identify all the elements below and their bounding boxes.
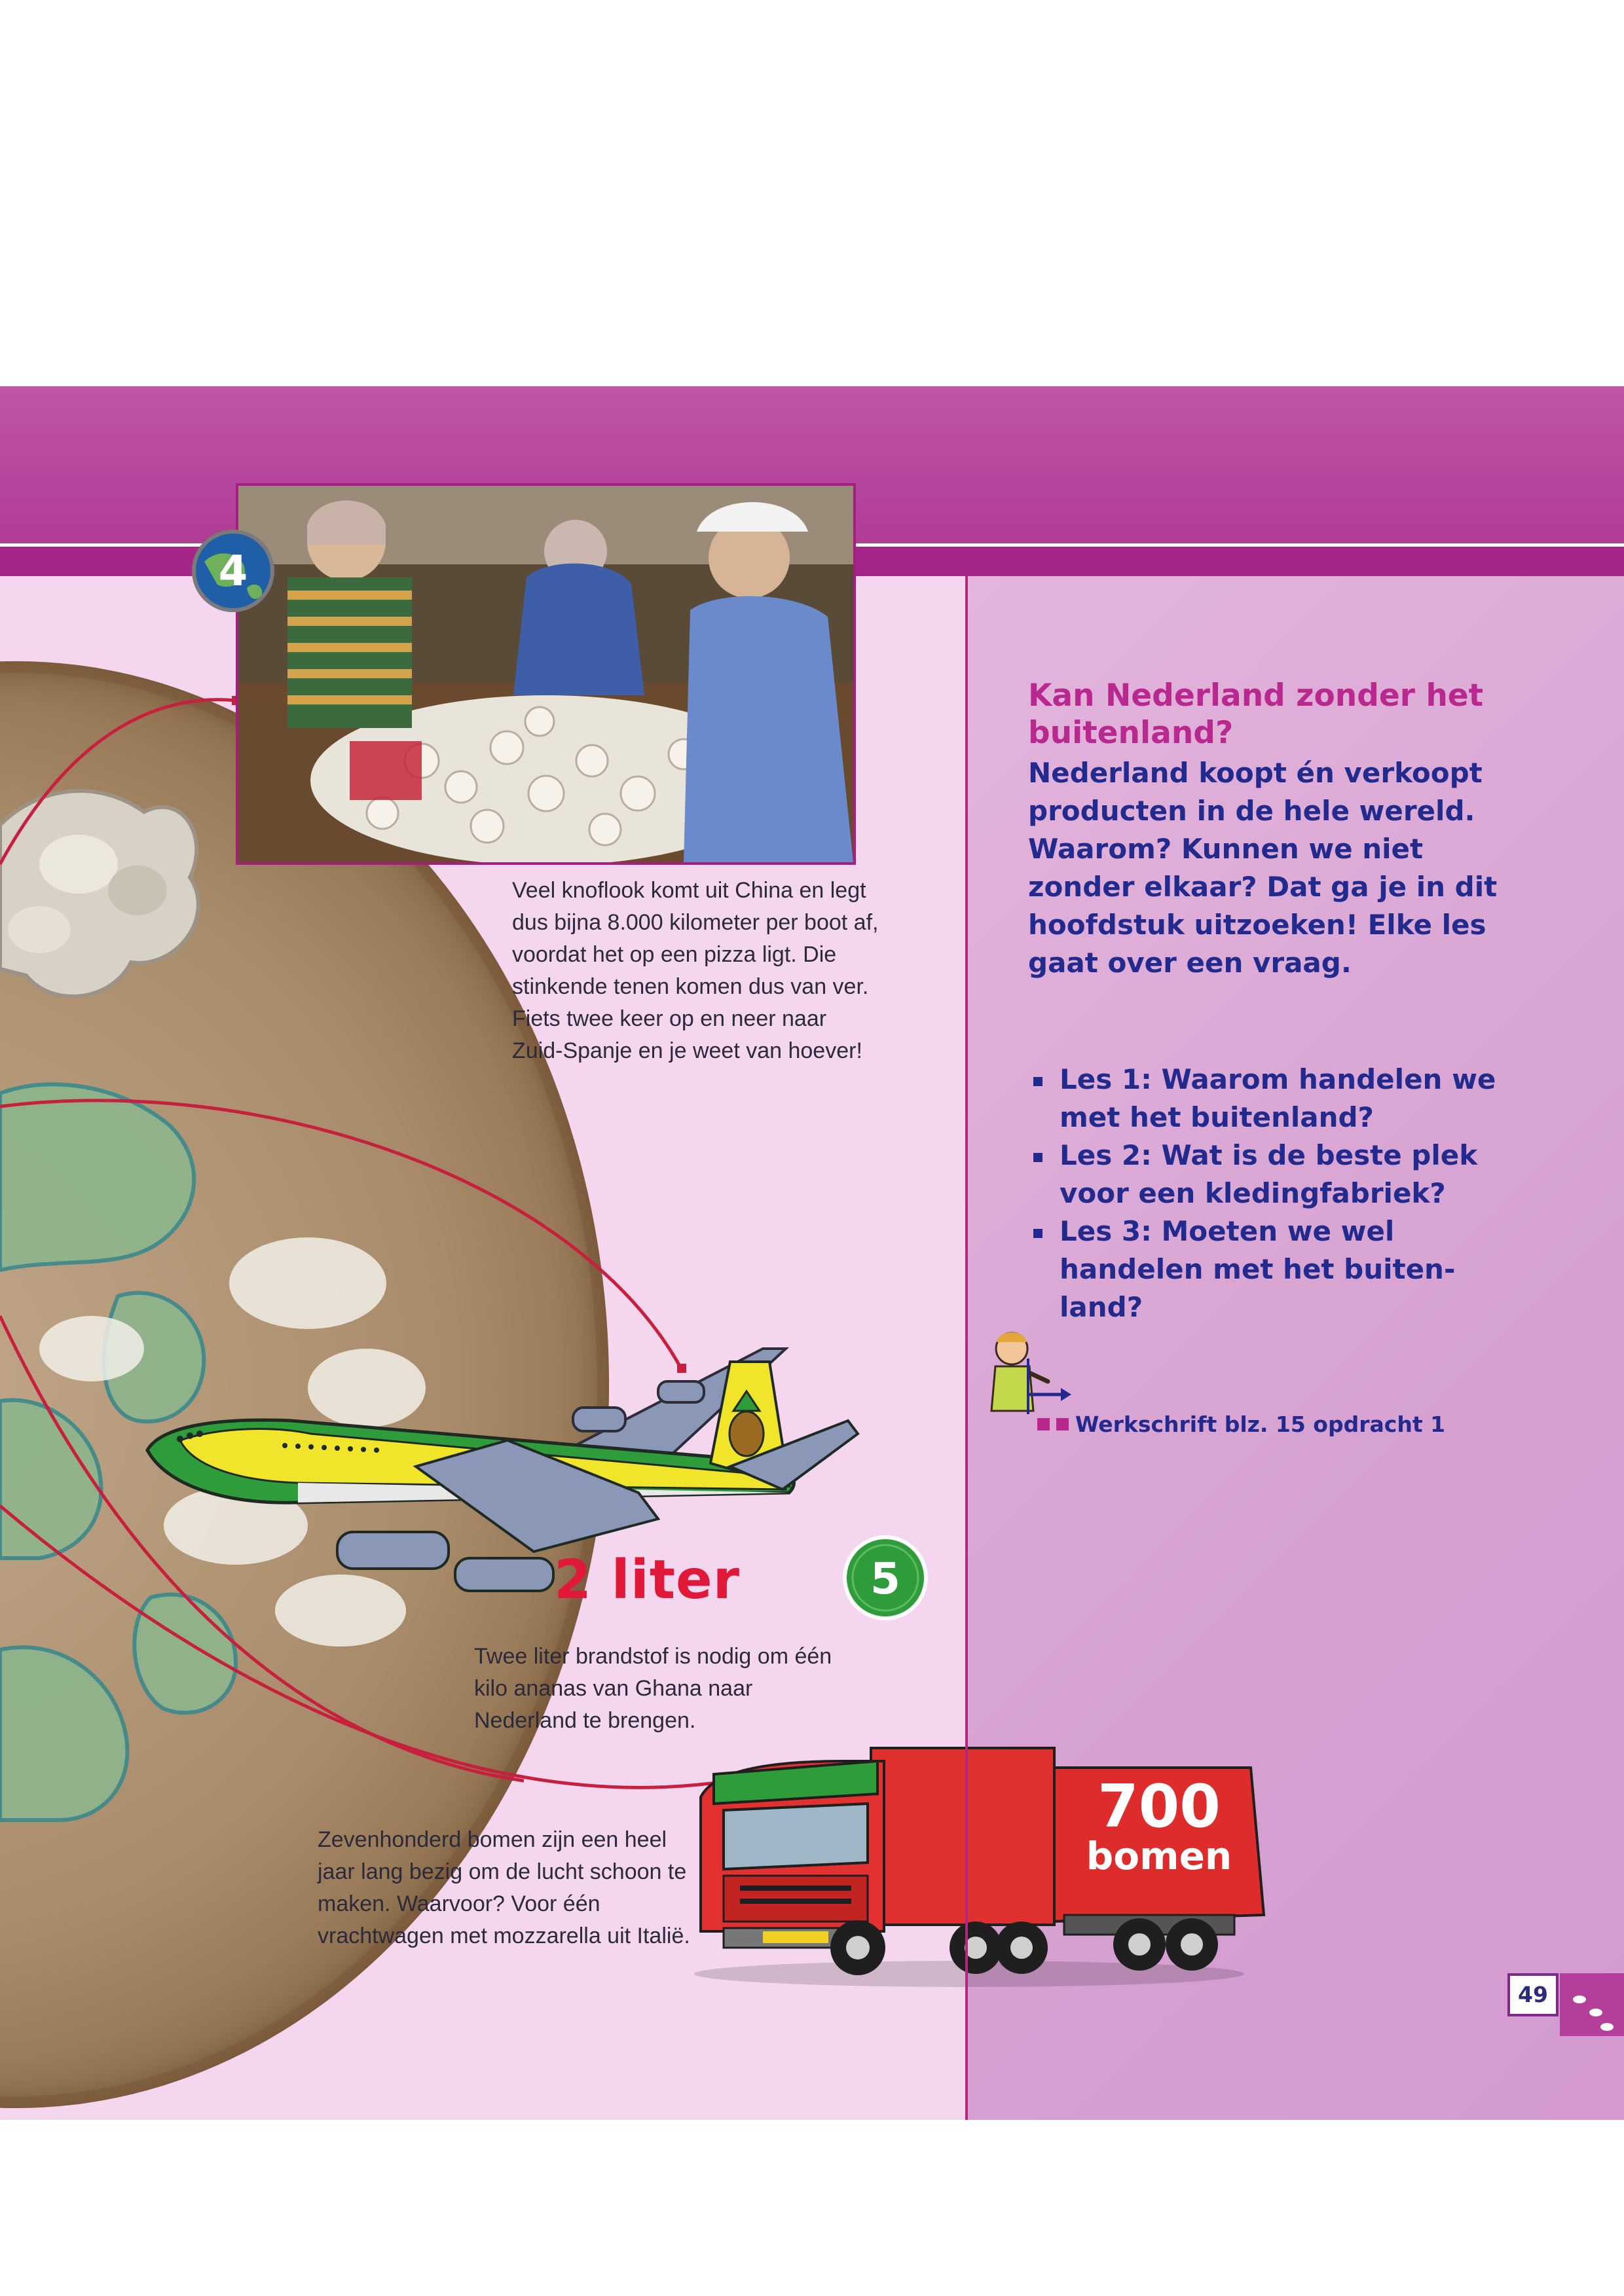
badge-5-globe-icon (841, 1533, 930, 1622)
bullet-square-icon (1033, 1077, 1043, 1086)
bullet-square-icon (1033, 1229, 1043, 1238)
badge-4-number: 4 (218, 547, 248, 596)
two-liter-label: 2 liter (554, 1549, 741, 1611)
caption-garlic: Veel knoflook komt uit China en legt dus bijna 8.000 kilometer per boot af, voordat het op een pizza ligt. Die stinkende tenen komen dus van ver. Fiets twee keer op en neer naar Zuid-Spanje en je weet van hoever! (512, 878, 879, 1063)
pointing-boy-icon (982, 1326, 1074, 1424)
workbook-reference-text: Werkschrift blz. 15 opdracht 1 (1075, 1412, 1446, 1437)
list-item (1028, 1137, 1526, 1212)
square-marker-icon (1037, 1418, 1050, 1430)
page-divider (965, 576, 968, 2120)
square-marker-icon (1056, 1418, 1069, 1430)
bullet-square-icon (1033, 1153, 1043, 1162)
garlic-sorting-photo (236, 483, 856, 865)
chapter-heading: Kan Nederland zonder het buitenland? (1028, 678, 1484, 751)
truck-sign-word: bomen (1086, 1834, 1232, 1878)
list-item (1028, 1061, 1526, 1137)
caption-trees: Zevenhonderd bomen zijn een heel jaar lang bezig om de lucht schoon te maken. Waarvoor? Voor één vrachtwagen met mozzarella uit Italië. (318, 1827, 690, 1948)
footprints-icon (1560, 1973, 1624, 2036)
badge-5-number: 5 (870, 1554, 900, 1604)
airplane-illustration (141, 1336, 861, 1611)
chapter-intro: Nederland koopt én verkoopt producten in de hele wereld. Waarom? Kunnen we niet zonder elkaar? Dat ga je in dit hoofdstuk uitzoeken! Elke les gaat over een vraag. (1028, 757, 1498, 979)
truck-sign-number: 700 (1098, 1772, 1221, 1841)
page-corner-tab (1560, 1973, 1624, 2036)
garlic-photo-drawing (238, 486, 853, 862)
caption-pineapple: Twee liter brandstof is nodig om één kilo ananas van Ghana naar Nederland te brengen. (474, 1644, 832, 1733)
lesson-text: Les 2: Wat is de beste plek voor een kledingfabriek? (1060, 1139, 1478, 1209)
page-number: 49 (1507, 1973, 1559, 2016)
workbook-reference (1037, 1412, 1445, 1437)
truck-illustration (688, 1735, 1277, 1990)
list-item (1028, 1212, 1526, 1326)
lesson-list (1028, 1061, 1526, 1326)
lesson-text: Les 1: Waarom handelen we met het buitenland? (1060, 1063, 1496, 1133)
garlic-topping (0, 791, 198, 996)
badge-4-globe-icon (191, 529, 275, 613)
lesson-text: Les 3: Moeten we wel handelen met het buiten-land? (1060, 1215, 1456, 1323)
